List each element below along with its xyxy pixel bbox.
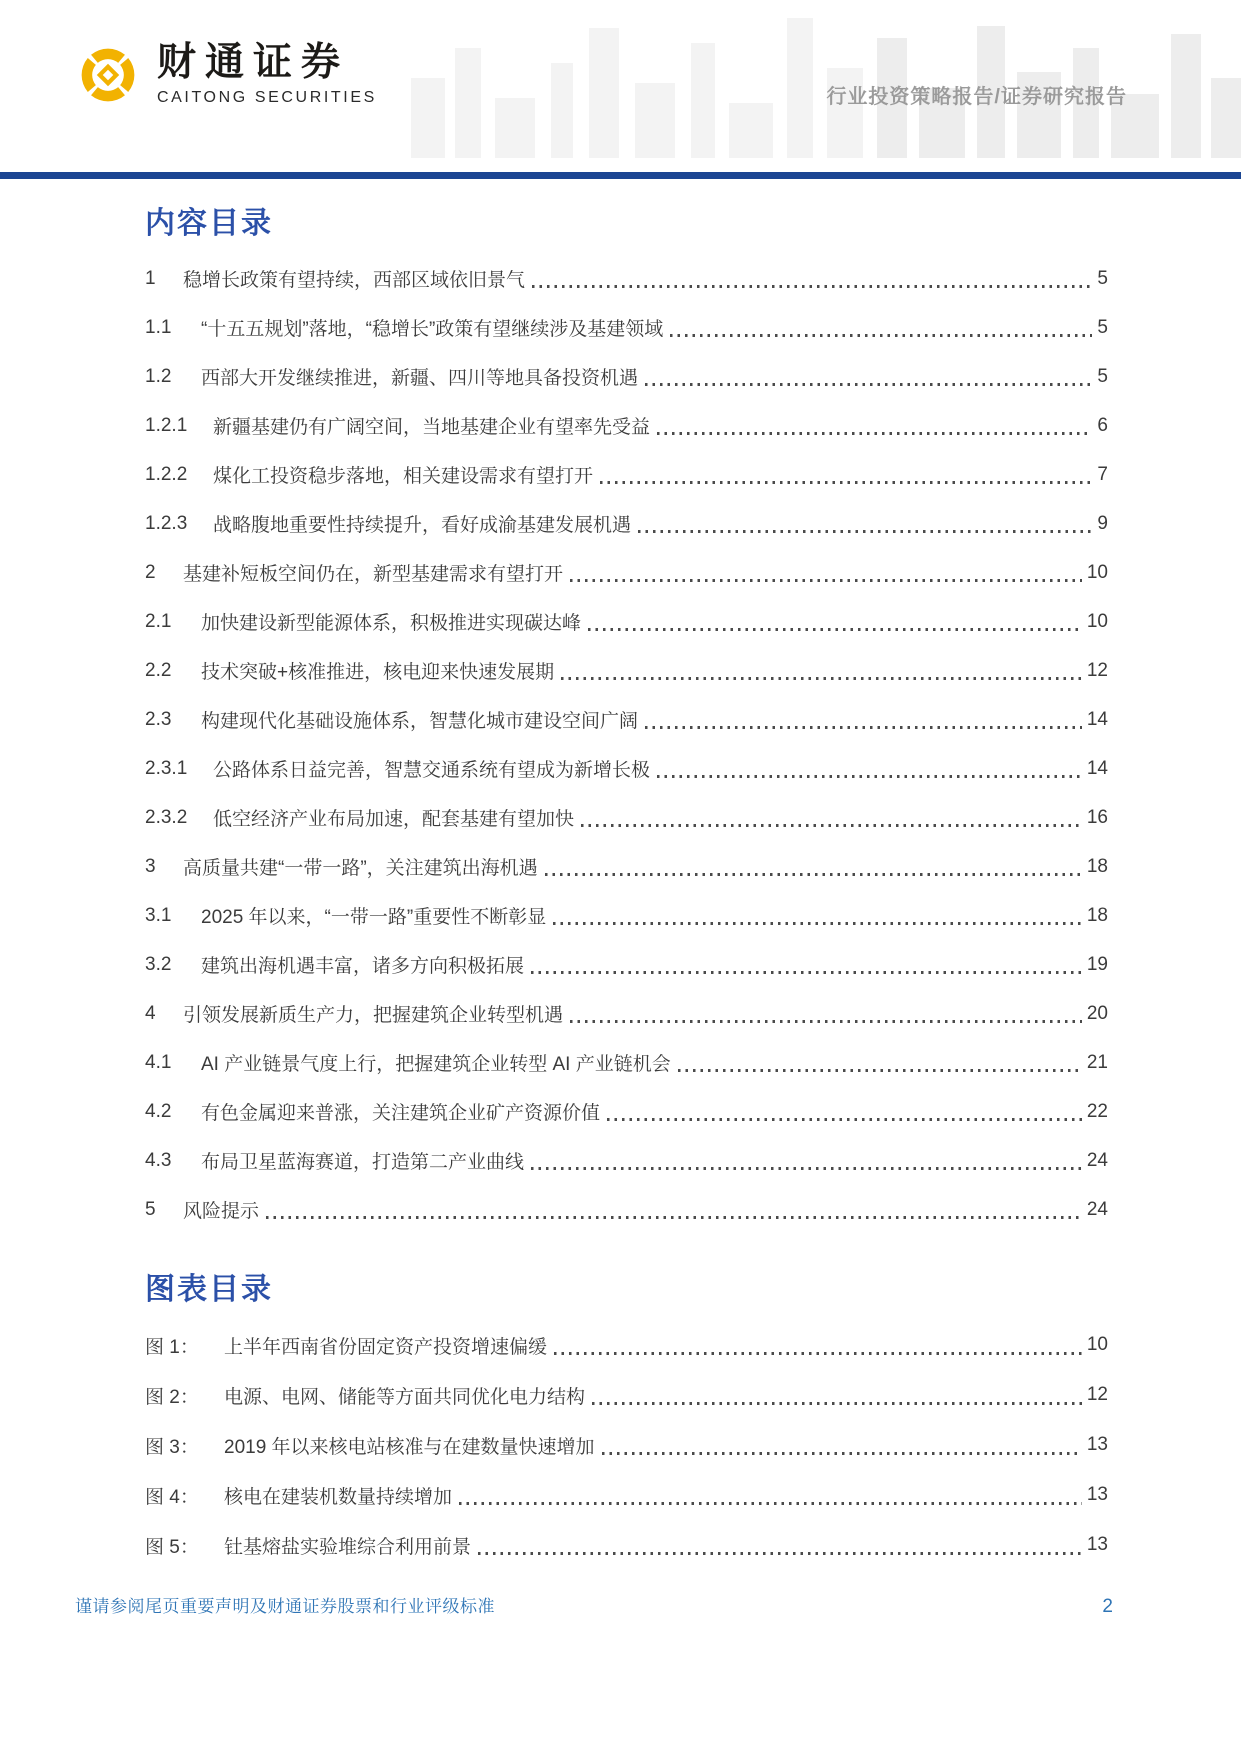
toc-entry-title: 有色金属迎来普涨，关注建筑企业矿产资源价值 <box>201 1103 601 1124</box>
leader-dots <box>570 1020 1082 1023</box>
figure-entry[interactable] <box>145 1420 1108 1470</box>
toc-entry-number: 1.2.2 <box>145 463 188 485</box>
footer-disclaimer: 谨请参阅尾页重要声明及财通证券股票和行业评级标准 <box>75 1597 495 1616</box>
toc-entry-title: “十五五规划”落地，“稳增长”政策有望继续涉及基建领域 <box>201 319 664 340</box>
toc-entry[interactable] <box>145 1087 1108 1136</box>
toc-entry-page: 24 <box>1086 1198 1108 1220</box>
figure-entry[interactable] <box>145 1370 1108 1420</box>
toc-entry[interactable] <box>145 352 1108 401</box>
toc-entry-number: 4.3 <box>145 1149 172 1171</box>
toc-entry-page: 7 <box>1097 463 1108 485</box>
toc-entry-number: 1.1 <box>145 316 172 338</box>
leader-dots <box>607 1118 1082 1121</box>
figure-list <box>145 1320 1108 1570</box>
toc-list <box>145 254 1108 1234</box>
figure-entry-label: 图 5： <box>145 1536 199 1558</box>
toc-heading: 内容目录 <box>145 207 273 240</box>
toc-entry-title: 构建现代化基础设施体系，智慧化城市建设空间广阔 <box>201 711 639 732</box>
toc-entry-page: 5 <box>1097 365 1108 387</box>
leader-dots <box>657 775 1082 778</box>
brand-name-en: CAITONG SECURITIES <box>157 89 377 107</box>
footer-page-number: 2 <box>1102 1596 1113 1617</box>
toc-entry-number: 3 <box>145 855 156 877</box>
toc-entry-page: 18 <box>1086 904 1108 926</box>
toc-entry-page: 12 <box>1086 659 1108 681</box>
toc-entry-page: 18 <box>1086 855 1108 877</box>
leader-dots <box>531 1167 1082 1170</box>
figure-entry-page: 13 <box>1086 1484 1108 1505</box>
toc-entry-title: 煤化工投资稳步落地，相关建设需求有望打开 <box>213 466 594 487</box>
toc-entry-title: 低空经济产业布局加速，配套基建有望加快 <box>213 809 575 830</box>
toc-entry[interactable] <box>145 548 1108 597</box>
leader-dots <box>645 726 1082 729</box>
toc-entry-title: 战略腹地重要性持续提升，看好成渝基建发展机遇 <box>213 515 632 536</box>
table-of-contents <box>145 198 1108 1570</box>
figure-entry-page: 13 <box>1086 1534 1108 1555</box>
toc-entry[interactable] <box>145 695 1108 744</box>
toc-entry-number: 1.2 <box>145 365 172 387</box>
toc-entry-title: 布局卫星蓝海赛道，打造第二产业曲线 <box>201 1152 525 1173</box>
toc-entry-title: 2025 年以来，“一带一路”重要性不断彰显 <box>201 907 547 928</box>
figure-entry-label: 图 1： <box>145 1336 199 1358</box>
toc-entry[interactable] <box>145 254 1108 303</box>
figure-entry-page: 10 <box>1086 1334 1108 1355</box>
toc-entry[interactable] <box>145 1038 1108 1087</box>
figure-entry-label: 图 2： <box>145 1386 199 1408</box>
toc-entry-page: 16 <box>1086 806 1108 828</box>
toc-entry[interactable] <box>145 940 1108 989</box>
figure-entry-label: 图 3： <box>145 1436 199 1458</box>
toc-entry-page: 14 <box>1086 757 1108 779</box>
report-type-label: 行业投资策略报告/证券研究报告 <box>826 86 1127 108</box>
toc-entry-number: 5 <box>145 1198 156 1220</box>
toc-entry[interactable] <box>145 303 1108 352</box>
toc-entry-title: 风险提示 <box>183 1201 260 1222</box>
toc-entry[interactable] <box>145 1185 1108 1234</box>
toc-entry[interactable] <box>145 891 1108 940</box>
toc-entry-title: 稳增长政策有望持续，西部区域依旧景气 <box>183 270 526 291</box>
leader-dots <box>638 530 1092 533</box>
figure-entry-title: 电源、电网、储能等方面共同优化电力结构 <box>224 1386 586 1408</box>
toc-entry-number: 4.1 <box>145 1051 172 1073</box>
figure-toc-heading: 图表目录 <box>145 1273 273 1306</box>
leader-dots <box>570 579 1082 582</box>
toc-entry-page: 9 <box>1097 512 1108 534</box>
toc-entry[interactable] <box>145 597 1108 646</box>
leader-dots <box>561 677 1082 680</box>
leader-dots <box>554 1352 1082 1355</box>
figure-entry-label: 图 4： <box>145 1486 199 1508</box>
toc-entry-page: 5 <box>1097 316 1108 338</box>
leader-dots <box>645 383 1092 386</box>
toc-entry[interactable] <box>145 499 1108 548</box>
caitong-coin-icon <box>75 40 141 110</box>
toc-entry-title: 建筑出海机遇丰富，诸多方向积极拓展 <box>201 956 525 977</box>
leader-dots <box>588 628 1082 631</box>
toc-entry-page: 22 <box>1086 1100 1108 1122</box>
leader-dots <box>678 1069 1082 1072</box>
toc-entry[interactable] <box>145 842 1108 891</box>
toc-entry-number: 1 <box>145 267 156 289</box>
toc-entry-title: AI 产业链景气度上行，把握建筑企业转型 AI 产业链机会 <box>201 1054 671 1075</box>
toc-entry[interactable] <box>145 744 1108 793</box>
toc-entry[interactable] <box>145 450 1108 499</box>
figure-entry-title: 核电在建装机数量持续增加 <box>224 1486 453 1508</box>
leader-dots <box>532 285 1092 288</box>
toc-entry-title: 基建补短板空间仍在，新型基建需求有望打开 <box>183 564 564 585</box>
toc-entry-title: 公路体系日益完善，智慧交通系统有望成为新增长极 <box>213 760 651 781</box>
figure-entry-title: 钍基熔盐实验堆综合利用前景 <box>224 1536 472 1558</box>
leader-dots <box>266 1216 1082 1219</box>
toc-entry[interactable] <box>145 793 1108 842</box>
toc-entry-number: 3.2 <box>145 953 172 975</box>
toc-entry-page: 10 <box>1086 610 1108 632</box>
toc-entry-page: 19 <box>1086 953 1108 975</box>
leader-dots <box>657 432 1092 435</box>
brand-logo <box>75 40 377 110</box>
figure-entry-page: 12 <box>1086 1384 1108 1405</box>
leader-dots <box>478 1552 1082 1555</box>
toc-entry-page: 5 <box>1097 267 1108 289</box>
toc-entry-page: 24 <box>1086 1149 1108 1171</box>
toc-entry-number: 2.2 <box>145 659 172 681</box>
toc-entry-page: 20 <box>1086 1002 1108 1024</box>
toc-entry-title: 新疆基建仍有广阔空间，当地基建企业有望率先受益 <box>213 417 651 438</box>
page-header <box>0 0 1241 172</box>
header-divider-line <box>0 172 1241 179</box>
toc-entry-page: 14 <box>1086 708 1108 730</box>
leader-dots <box>602 1452 1082 1455</box>
toc-entry-number: 4 <box>145 1002 156 1024</box>
leader-dots <box>600 481 1092 484</box>
toc-entry-title: 西部大开发继续推进，新疆、四川等地具备投资机遇 <box>201 368 639 389</box>
toc-entry-number: 2.3 <box>145 708 172 730</box>
leader-dots <box>545 873 1082 876</box>
toc-entry[interactable] <box>145 401 1108 450</box>
brand-name-cn: 财通证券 <box>157 40 350 84</box>
toc-entry-number: 3.1 <box>145 904 172 926</box>
figure-entry[interactable] <box>145 1520 1108 1570</box>
toc-entry-page: 6 <box>1097 414 1108 436</box>
toc-entry-number: 1.2.1 <box>145 414 188 436</box>
page-footer <box>75 1592 1113 1618</box>
figure-entry-title: 上半年西南省份固定资产投资增速偏缓 <box>224 1336 548 1358</box>
toc-entry-number: 4.2 <box>145 1100 172 1122</box>
toc-entry-number: 2.3.2 <box>145 806 188 828</box>
toc-entry[interactable] <box>145 1136 1108 1185</box>
leader-dots <box>459 1502 1082 1505</box>
toc-entry-number: 2.1 <box>145 610 172 632</box>
leader-dots <box>592 1402 1082 1405</box>
toc-entry-number: 2 <box>145 561 156 583</box>
figure-entry[interactable] <box>145 1470 1108 1520</box>
toc-entry[interactable] <box>145 646 1108 695</box>
toc-entry-title: 加快建设新型能源体系，积极推进实现碳达峰 <box>201 613 582 634</box>
leader-dots <box>670 334 1092 337</box>
figure-entry[interactable] <box>145 1320 1108 1370</box>
figure-entry-title: 2019 年以来核电站核准与在建数量快速增加 <box>224 1436 595 1458</box>
toc-entry-number: 2.3.1 <box>145 757 188 779</box>
toc-entry-title: 高质量共建“一带一路”，关注建筑出海机遇 <box>183 858 538 879</box>
toc-entry-page: 10 <box>1086 561 1108 583</box>
leader-dots <box>581 824 1082 827</box>
leader-dots <box>531 971 1082 974</box>
toc-entry[interactable] <box>145 989 1108 1038</box>
toc-entry-number: 1.2.3 <box>145 512 188 534</box>
toc-entry-title: 引领发展新质生产力，把握建筑企业转型机遇 <box>183 1005 564 1026</box>
leader-dots <box>553 922 1082 925</box>
figure-entry-page: 13 <box>1086 1434 1108 1455</box>
toc-entry-title: 技术突破+核准推进，核电迎来快速发展期 <box>201 662 555 683</box>
toc-entry-page: 21 <box>1086 1051 1108 1073</box>
